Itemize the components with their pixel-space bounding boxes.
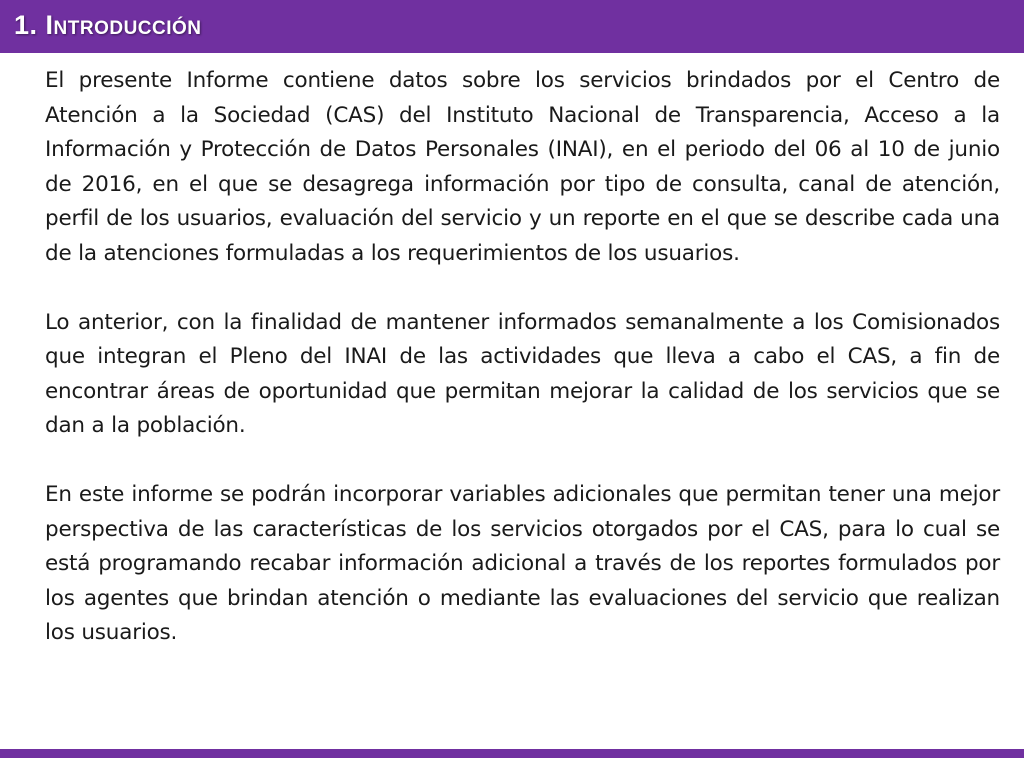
paragraph-1: El presente Informe contiene datos sobre los servicios brindados por el Centro de Atención a la Sociedad (CAS) del Instituto Nacional de Transparencia, Acceso a la Información y Protección de Datos Personales (INAI), en el periodo del 06 al 10 de junio de 2016, en el que se desagrega información por tipo de consulta, canal de atención, perfil de los usuarios, evaluación del servicio y un reporte en el que se describe cada una de la atenciones formuladas a los requerimientos de los usuarios. [45, 68, 1000, 266]
slide-title: 1. Introducción [14, 10, 202, 40]
footer-bar [0, 749, 1024, 758]
paragraph-2: Lo anterior, con la finalidad de mantener informados semanalmente a los Comisionados que integran el Pleno del INAI de las actividades que lleva a cabo el CAS, a fin de encontrar áreas de oportunidad que permitan mejorar la calidad de los servicios que se dan a la población. [45, 309, 1000, 438]
slide-body [45, 64, 1000, 651]
title-bar [0, 0, 1024, 53]
paragraph-3: En este informe se podrán incorporar variables adicionales que permitan tener una mejor perspectiva de las características de los servicios otorgados por el CAS, para lo cual se está programando recabar información adicional a través de los reportes formulados por los agentes que brindan atención o mediante las evaluaciones del servicio que realizan los usuarios. [45, 482, 1000, 645]
